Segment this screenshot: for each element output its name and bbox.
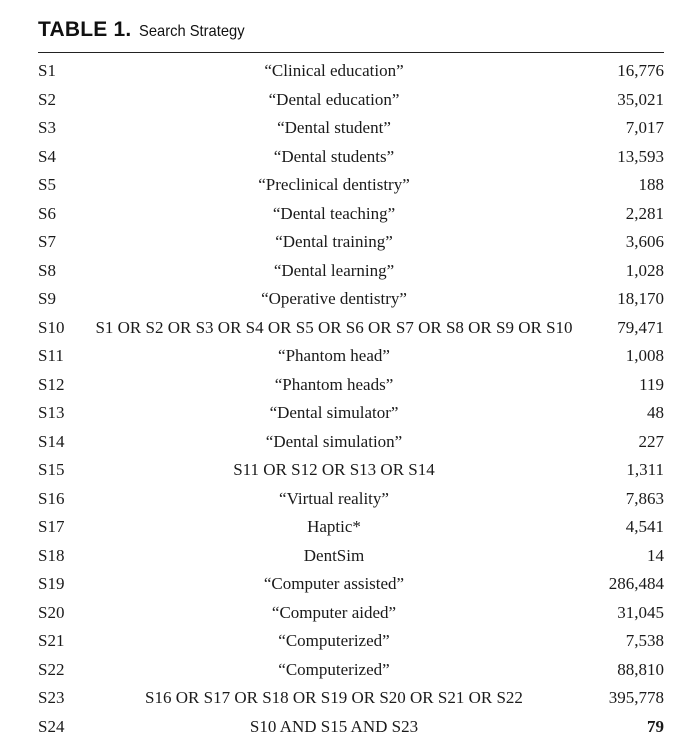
result-count-cell: 7,863 — [625, 488, 664, 508]
search-query-cell: “Dental simulator” — [269, 403, 399, 422]
table-caption — [38, 18, 668, 48]
result-count-cell: 395,778 — [608, 688, 664, 707]
step-id-cell: S13 — [38, 403, 65, 422]
result-count-cell: 119 — [639, 374, 664, 394]
step-id-cell: S2 — [38, 89, 56, 109]
step-id-cell: S23 — [38, 688, 65, 707]
table-row — [38, 285, 664, 314]
table-row — [38, 456, 664, 485]
table-row — [38, 200, 664, 229]
result-count-cell: 188 — [638, 175, 664, 194]
search-query-cell: “Dental learning” — [273, 260, 395, 280]
result-count-cell: 79,471 — [617, 317, 664, 337]
step-id-cell: S3 — [38, 118, 56, 137]
search-query-cell: “Preclinical dentistry” — [258, 175, 410, 194]
search-query-cell: “Dental simulation” — [265, 431, 403, 451]
result-count-cell: 4,541 — [625, 517, 664, 536]
search-query-cell: “Dental student” — [277, 118, 391, 137]
search-query-cell: “Clinical education” — [264, 61, 404, 80]
table-row — [38, 570, 664, 599]
step-id-cell: S6 — [38, 203, 56, 223]
result-count-cell: 31,045 — [617, 602, 664, 622]
step-id-cell: S18 — [38, 545, 65, 565]
search-query-cell: “Computer aided” — [271, 602, 397, 622]
result-count-cell: 35,021 — [617, 89, 664, 109]
result-count-cell: 1,028 — [625, 260, 664, 280]
step-id-cell: S16 — [38, 488, 65, 508]
table-row — [38, 342, 664, 371]
table-row — [38, 143, 664, 172]
result-count-cell: 2,281 — [625, 203, 664, 223]
table-row — [38, 599, 664, 628]
step-id-cell: S24 — [38, 716, 65, 736]
table-row — [38, 314, 664, 343]
result-count-cell: 1,008 — [625, 346, 664, 365]
table-row — [38, 542, 664, 571]
search-query-cell: “Computerized” — [278, 659, 390, 679]
table-row — [38, 713, 664, 742]
step-id-cell: S12 — [38, 374, 65, 394]
table-row — [38, 656, 664, 685]
document-page — [38, 18, 668, 741]
table-row — [38, 371, 664, 400]
search-query-cell: “Virtual reality” — [279, 488, 389, 508]
table-row — [38, 627, 664, 656]
step-id-cell: S15 — [38, 460, 65, 479]
table-row — [38, 171, 664, 200]
result-count-cell: 3,606 — [625, 232, 664, 251]
search-query-cell: “Computer assisted” — [263, 574, 405, 593]
step-id-cell: S11 — [38, 346, 64, 365]
search-query-cell: “Phantom head” — [278, 346, 390, 365]
search-query-cell: Haptic* — [307, 517, 361, 536]
table-body — [38, 57, 664, 741]
step-id-cell: S5 — [38, 175, 56, 194]
result-count-cell: 14 — [647, 545, 664, 565]
step-id-cell: S7 — [38, 232, 56, 251]
step-id-cell: S4 — [38, 146, 56, 166]
search-query-cell: “Dental students” — [273, 146, 395, 166]
result-count-cell: 18,170 — [617, 289, 664, 308]
table-row — [38, 513, 664, 542]
search-query-cell: S1 OR S2 OR S3 OR S4 OR S5 OR S6 OR S7 OR S8 OR S9 OR S10 — [95, 317, 573, 337]
table-title: Search Strategy — [139, 23, 245, 40]
result-count-cell: 1,311 — [626, 460, 664, 479]
table-row — [38, 428, 664, 457]
step-id-cell: S22 — [38, 659, 65, 679]
caption-rule — [38, 52, 664, 53]
search-query-cell: “Computerized” — [278, 631, 390, 650]
table-row — [38, 399, 664, 428]
search-query-cell: DentSim — [303, 545, 365, 565]
search-query-cell: S10 AND S15 AND S23 — [249, 716, 419, 736]
table-row — [38, 57, 664, 86]
result-count-cell: 79 — [647, 716, 664, 736]
step-id-cell: S19 — [38, 574, 65, 593]
search-query-cell: S16 OR S17 OR S18 OR S19 OR S20 OR S21 OR S22 — [145, 688, 523, 707]
table-row — [38, 485, 664, 514]
step-id-cell: S14 — [38, 431, 65, 451]
result-count-cell: 227 — [638, 431, 664, 451]
search-query-cell: “Phantom heads” — [274, 374, 394, 394]
result-count-cell: 48 — [647, 403, 664, 422]
result-count-cell: 16,776 — [617, 61, 664, 80]
step-id-cell: S1 — [38, 61, 56, 80]
table-row — [38, 86, 664, 115]
search-strategy-table — [38, 57, 664, 741]
table-row — [38, 114, 664, 143]
result-count-cell: 88,810 — [617, 659, 664, 679]
table-label: TABLE 1. — [38, 18, 132, 41]
result-count-cell: 7,538 — [625, 631, 664, 650]
step-id-cell: S9 — [38, 289, 56, 308]
table-row — [38, 684, 664, 713]
step-id-cell: S20 — [38, 602, 65, 622]
search-query-cell: S11 OR S12 OR S13 OR S14 — [233, 460, 435, 479]
search-query-cell: “Dental training” — [275, 232, 393, 251]
table-row — [38, 257, 664, 286]
step-id-cell: S21 — [38, 631, 65, 650]
step-id-cell: S17 — [38, 517, 65, 536]
result-count-cell: 286,484 — [608, 574, 664, 593]
step-id-cell: S8 — [38, 260, 56, 280]
search-query-cell: “Dental education” — [268, 89, 400, 109]
search-query-cell: “Operative dentistry” — [261, 289, 407, 308]
search-query-cell: “Dental teaching” — [272, 203, 396, 223]
result-count-cell: 7,017 — [625, 118, 664, 137]
table-row — [38, 228, 664, 257]
step-id-cell: S10 — [38, 317, 65, 337]
result-count-cell: 13,593 — [617, 146, 664, 166]
